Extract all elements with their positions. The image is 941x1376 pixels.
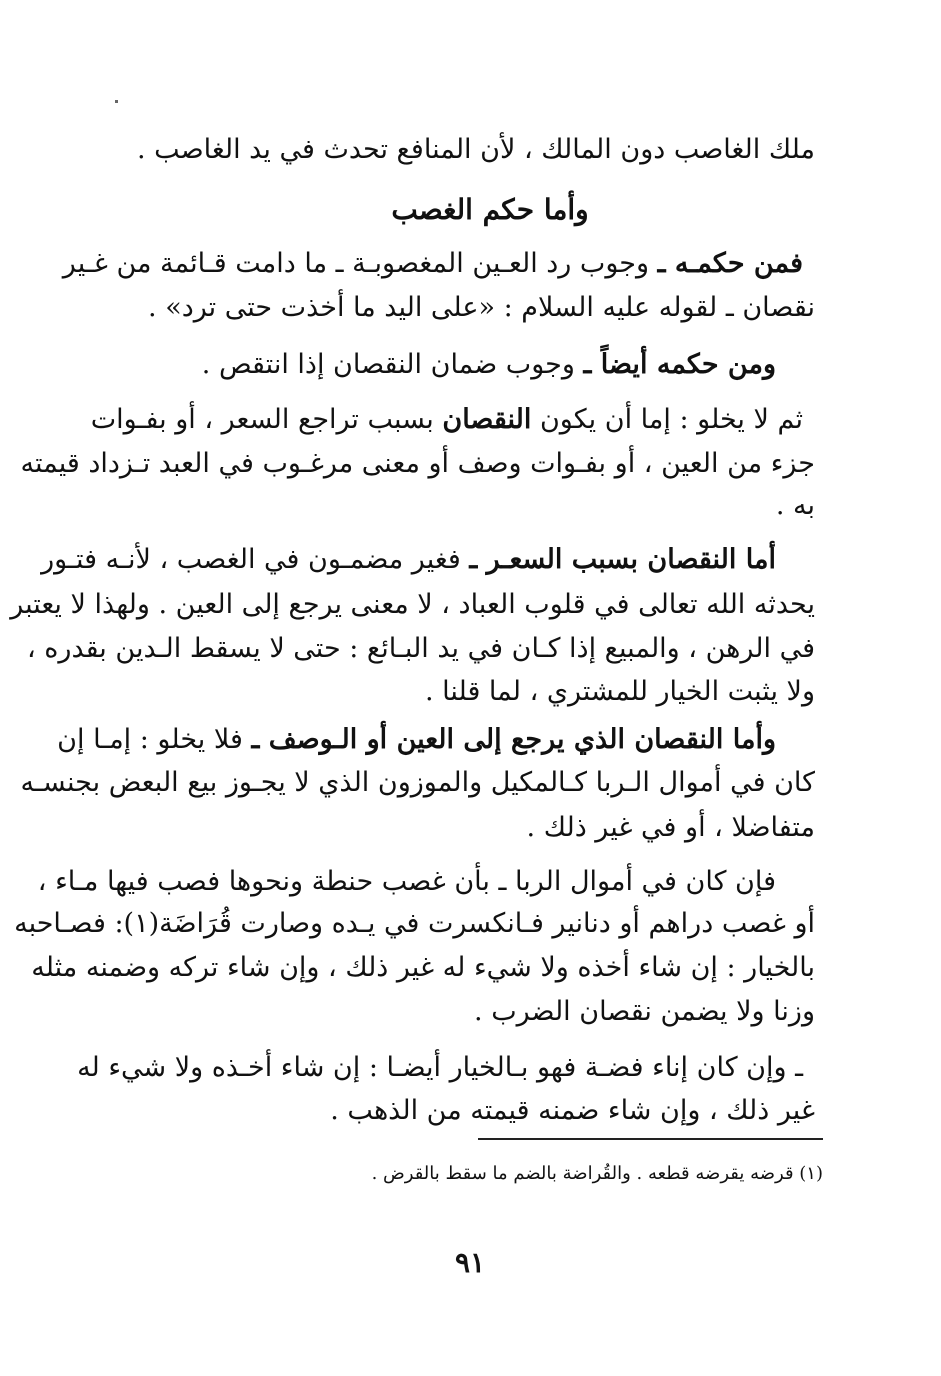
footnote-divider	[478, 1138, 823, 1140]
text-line	[10, 587, 815, 623]
line-text: وجوب ضمان النقصان إذا انتقص .	[201, 349, 584, 380]
text-line	[37, 864, 776, 900]
text-line	[31, 950, 815, 986]
line-text: بسبب تراجع السعر ، أو بفـوات	[90, 404, 443, 435]
line-text: وزنا ولا يضمن نقصان الضرب .	[474, 996, 815, 1027]
line-text: وجوب رد العـين المغصوبـة ـ ما دامت قـائمة من غـير	[62, 248, 658, 279]
text-line	[77, 1050, 803, 1086]
speck-mark	[115, 100, 118, 103]
line-bold: النقصان	[442, 404, 532, 435]
line-bold: أما النقصان بسبب السعـر ـ	[469, 544, 776, 575]
text-line	[330, 1093, 815, 1129]
text-line	[776, 488, 815, 524]
text-line	[14, 906, 815, 942]
text-line	[62, 246, 803, 282]
text-line	[137, 132, 815, 168]
text-line	[20, 446, 815, 482]
line-text: جزء من العين ، أو بفـوات وصف أو معنى مرغـوب في العبد تـزداد قيمته	[20, 448, 815, 479]
text-line	[90, 402, 803, 438]
text-line	[202, 347, 776, 383]
text-line	[474, 994, 815, 1030]
text-line	[57, 722, 776, 758]
line-text: أو غصب دراهم أو دنانير فـانكسرت في يـده وصارت قُرَاضَة(١): فصـاحبه	[14, 908, 815, 939]
line-text: فإن كان في أموال الربا ـ بأن غصب حنطة ونحوها فصب فيها مـاء ،	[37, 866, 776, 897]
text-line	[41, 542, 776, 578]
text-line	[26, 631, 815, 667]
line-bold: فمن حكمـه ـ	[657, 248, 803, 279]
text-line	[527, 810, 815, 846]
line-text: فلا يخلو : إمـا إن	[57, 724, 252, 755]
line-text: غير ذلك ، وإن شاء ضمنه قيمته من الذهب .	[330, 1095, 815, 1126]
footnote: (١) قرضه يقرضه قطعه . والقُراضة بالضم ما سقط بالقرض .	[371, 1163, 823, 1184]
line-text: كان في أموال الـربا كـالمكيل والموزون الذي لا يجـوز بيع البعض بجنسـه	[20, 767, 815, 798]
line-text: يحدثه الله تعالى في قلوب العباد ، لا معنى يرجع إلى العين . ولهذا لا يعتبر	[10, 589, 815, 620]
line-bold: وأما النقصان الذي يرجع إلى العين أو الـوصف ـ	[251, 724, 776, 755]
line-text: متفاضلا ، أو في غير ذلك .	[526, 812, 815, 843]
line-text: فغير مضمـون في الغصب ، لأنـه فتـور	[41, 544, 470, 575]
line-text: ثم لا يخلو : إما أن يكون	[531, 404, 803, 435]
line-text: ملك الغاصب دون المالك ، لأن المنافع تحدث في يد الغاصب .	[137, 134, 815, 165]
section-heading: وأما حكم الغصب	[391, 193, 589, 226]
line-text: بالخيار : إن شاء أخذه ولا شيء له غير ذلك ، وإن شاء تركه وضمنه مثله	[31, 952, 815, 983]
text-line	[425, 674, 815, 710]
line-text: في الرهن ، والمبيع إذا كـان في يد البـائع : حتى لا يسقط الـدين بقدره ،	[26, 633, 815, 664]
text-line	[148, 290, 815, 326]
line-bold: ومن حكمه أيضاً ـ	[583, 349, 776, 380]
line-text: نقصان ـ لقوله عليه السلام : «على اليد ما أخذت حتى ترد» .	[148, 292, 815, 323]
page-number: ٩١	[454, 1246, 486, 1279]
text-line	[20, 765, 815, 801]
line-text: به .	[775, 490, 815, 521]
line-text: ولا يثبت الخيار للمشتري ، لما قلنا .	[424, 676, 815, 707]
line-text: ـ وإن كان إناء فضـة فهو بـالخيار أيضـا : إن شاء أخـذه ولا شيء له	[77, 1052, 803, 1083]
